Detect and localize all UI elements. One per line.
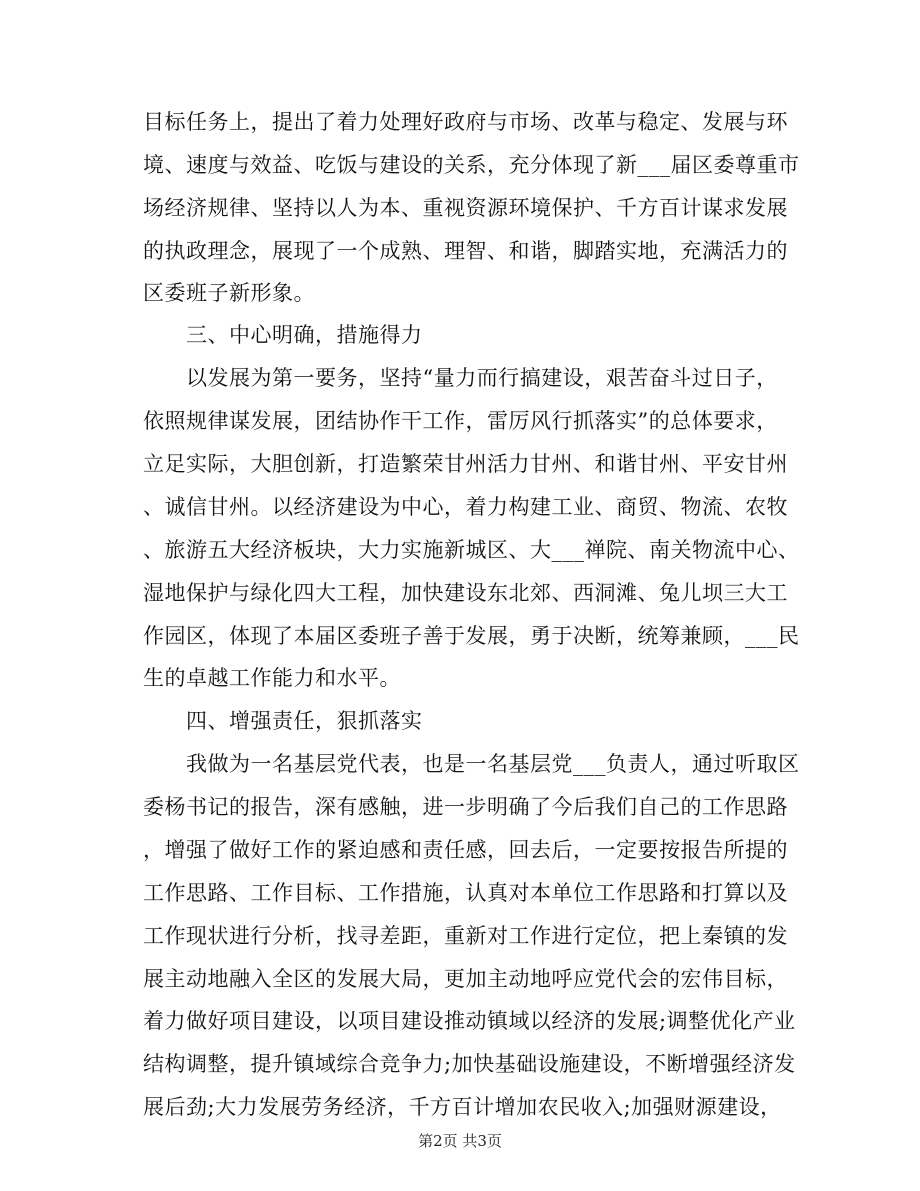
text-line: 我做为一名基层党代表，也是一名基层党___负责人，通过听取区 bbox=[143, 752, 800, 776]
text-line: 工作思路、工作目标、工作措施，认真对本单位工作思路和打算以及 bbox=[143, 881, 788, 905]
text-line: 委杨书记的报告，深有感触，进一步明确了今后我们自己的工作思路 bbox=[143, 795, 788, 819]
text-line: 境、速度与效益、吃饭与建设的关系，充分体现了新___届区委尊重市 bbox=[143, 153, 800, 177]
text-line: 区委班子新形象。 bbox=[143, 281, 315, 305]
text-line: 的执政理念，展现了一个成熟、理智、和谐，脚踏实地，充满活力的 bbox=[143, 239, 788, 263]
section-heading: 四、增强责任，狠抓落实 bbox=[143, 709, 423, 733]
text-line: 立足实际，大胆创新，打造繁荣甘州活力甘州、和谐甘州、平安甘州 bbox=[143, 452, 788, 476]
page-number-footer: 第2页 共3页 bbox=[418, 1132, 502, 1150]
text-line: 着力做好项目建设，以项目建设推动镇域以经济的发展;调整优化产业 bbox=[143, 1009, 796, 1033]
text-line: 作园区，体现了本届区委班子善于发展，勇于决断，统筹兼顾，___民 bbox=[143, 624, 800, 648]
text-line: 以发展为第一要务，坚持“量力而行搞建设，艰苦奋斗过日子， bbox=[143, 366, 778, 390]
text-line: 、诚信甘州。以经济建设为中心，着力构建工业、商贸、物流、农牧 bbox=[143, 495, 788, 519]
text-line: 结构调整，提升镇域综合竞争力;加快基础设施建设，不断增强经济发 bbox=[143, 1052, 796, 1076]
text-line: ，增强了做好工作的紧迫感和责任感，回去后，一定要按报告所提的 bbox=[143, 838, 788, 862]
text-line: 场经济规律、坚持以人为本、重视资源环境保护、千方百计谋求发展 bbox=[143, 196, 788, 220]
section-heading: 三、中心明确，措施得力 bbox=[143, 323, 423, 347]
text-line: 、旅游五大经济板块，大力实施新城区、大___禅院、南关物流中心、 bbox=[143, 538, 800, 562]
text-line: 依照规律谋发展，团结协作干工作，雷厉风行抓落实”的总体要求， bbox=[143, 409, 778, 433]
text-line: 生的卓越工作能力和水平。 bbox=[143, 666, 401, 690]
text-line: 工作现状进行分析，找寻差距，重新对工作进行定位，把上秦镇的发 bbox=[143, 924, 788, 948]
text-line: 展主动地融入全区的发展大局，更加主动地呼应党代会的宏伟目标， bbox=[143, 967, 788, 991]
text-line: 目标任务上，提出了着力处理好政府与市场、改革与稳定、发展与环 bbox=[143, 110, 788, 134]
text-line: 展后劲;大力发展劳务经济，千方百计增加农民收入;加强财源建设， bbox=[143, 1095, 782, 1119]
text-line: 湿地保护与绿化四大工程，加快建设东北郊、西洞滩、兔儿坝三大工 bbox=[143, 581, 788, 605]
